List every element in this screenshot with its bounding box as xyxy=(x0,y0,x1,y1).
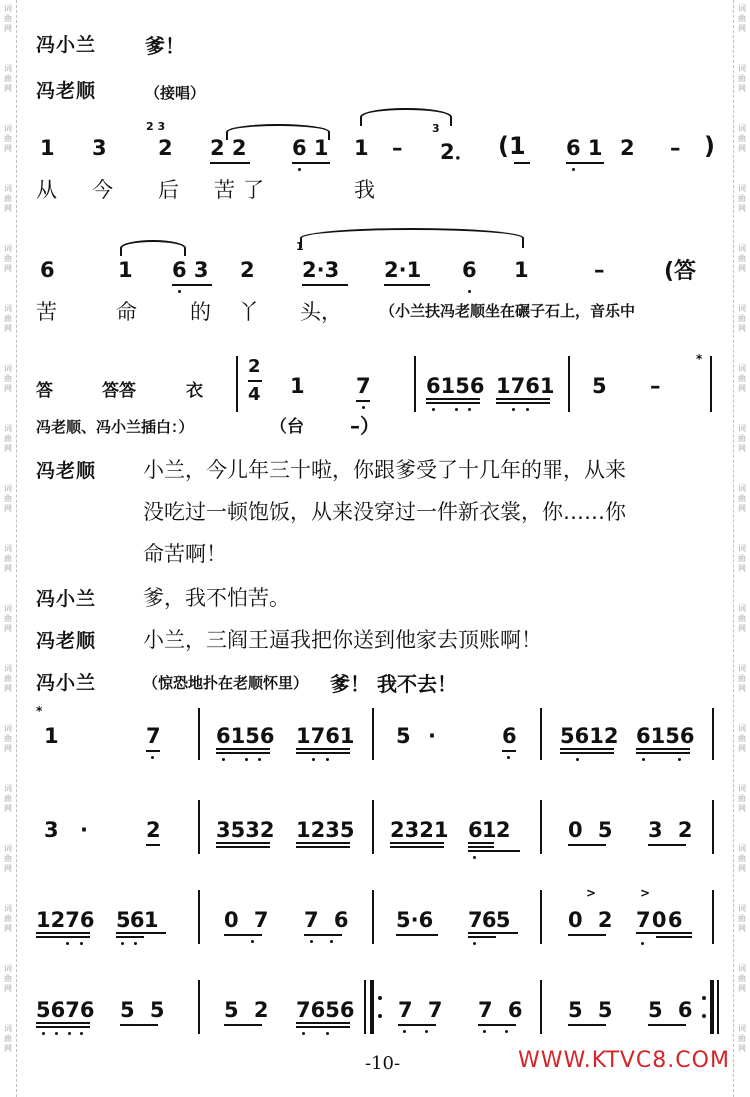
underline xyxy=(36,932,90,934)
watermark-text: 词 曲 网 xyxy=(738,904,746,933)
bar-line xyxy=(198,980,200,1034)
note: 2 xyxy=(240,258,255,282)
underline xyxy=(296,752,350,754)
underline xyxy=(216,842,270,844)
dialogue-text: 没吃过一顿饱饭，从来没穿过一件新衣裳，你……你 xyxy=(143,500,626,524)
dot xyxy=(505,1030,508,1033)
watermark-text: 词 曲 网 xyxy=(4,64,12,93)
note: 7 0 6 xyxy=(636,908,680,932)
underline xyxy=(496,398,550,400)
note: 6 1 2 xyxy=(468,818,507,842)
note: 答答 xyxy=(102,381,136,401)
underline xyxy=(426,402,480,404)
underline xyxy=(390,846,444,848)
note: 6 3 xyxy=(172,258,209,282)
watermark-text: 词 曲 网 xyxy=(4,964,12,993)
note: 2·3 xyxy=(302,258,340,282)
dialogue-text: 爹！ 我不去！ xyxy=(330,672,457,696)
dot xyxy=(576,758,579,761)
underline xyxy=(568,844,606,846)
note: 1 xyxy=(354,136,369,160)
bar-line xyxy=(540,980,542,1034)
watermark-text: 词 曲 网 xyxy=(738,964,746,993)
bar-line xyxy=(717,980,719,1034)
underline xyxy=(302,284,348,286)
grace-note: 3 xyxy=(432,122,440,135)
bar-line xyxy=(198,800,200,854)
underline xyxy=(120,1024,158,1026)
note: 答 xyxy=(36,381,53,401)
watermark-text: 词 曲 网 xyxy=(738,784,746,813)
speaker-label: 冯老顺 xyxy=(36,460,97,482)
dot xyxy=(512,408,515,411)
dialogue-text: 小兰，今儿年三十啦，你跟爹受了十几年的罪，从来 xyxy=(143,458,626,482)
underline xyxy=(172,284,212,286)
dot-note: · xyxy=(80,818,88,842)
stage-note: （接唱） xyxy=(145,84,206,102)
note: 5 2 xyxy=(224,998,273,1022)
repeat-mark: * xyxy=(696,352,703,366)
note: 衣 xyxy=(186,381,203,401)
underline xyxy=(36,936,90,938)
dot xyxy=(642,758,645,761)
note: 3 2 xyxy=(648,818,697,842)
repeat-dot xyxy=(378,996,382,1000)
watermark-text: 词 曲 网 xyxy=(4,484,12,513)
note: 6156 xyxy=(636,724,695,748)
note: 5 6 1 xyxy=(116,908,155,932)
note: 7 6 5 xyxy=(468,908,507,932)
dot xyxy=(455,408,458,411)
note: 5676 xyxy=(36,998,95,1022)
note: 2 2 xyxy=(210,136,247,160)
note: 3 xyxy=(44,818,59,842)
watermark-text: 词 曲 网 xyxy=(738,724,746,753)
note: 2 xyxy=(158,136,173,160)
underline xyxy=(146,750,160,752)
underline xyxy=(566,162,604,164)
site-watermark: WWW.KTVC8.COM xyxy=(518,1048,730,1073)
lyric: 头， xyxy=(300,300,342,324)
underline xyxy=(116,936,144,938)
dot xyxy=(326,1032,329,1035)
lyric: 苦 xyxy=(36,300,57,324)
lyric: 苦了 xyxy=(214,178,272,202)
watermark-text: 词 曲 网 xyxy=(4,544,12,573)
watermark-text: 词 曲 网 xyxy=(738,544,746,573)
underline xyxy=(248,380,262,382)
note: 2·1 xyxy=(384,258,422,282)
underline xyxy=(656,936,692,938)
dot xyxy=(362,406,365,409)
note: 0 2 xyxy=(568,908,617,932)
dot xyxy=(526,408,529,411)
underline xyxy=(304,934,342,936)
underline xyxy=(116,932,166,934)
bar-line xyxy=(236,356,238,412)
dot xyxy=(178,290,181,293)
note: 1235 xyxy=(296,818,355,842)
bar-line xyxy=(198,890,200,944)
underline xyxy=(636,932,692,934)
watermark-text: 词 曲 网 xyxy=(4,184,12,213)
grace-note: 1 xyxy=(296,240,304,253)
watermark-text: 词 曲 网 xyxy=(738,184,746,213)
underline xyxy=(224,1024,262,1026)
dot xyxy=(507,756,510,759)
watermark-text: 词 曲 网 xyxy=(4,244,12,273)
note: 0 5 xyxy=(568,818,617,842)
watermark-text: 词 曲 网 xyxy=(738,844,746,873)
speaker-label: 冯小兰 xyxy=(36,588,97,610)
underline xyxy=(468,850,520,852)
lyric: 命 xyxy=(116,300,137,324)
watermark-text: 词 曲 网 xyxy=(4,604,12,633)
underline xyxy=(216,748,270,750)
underline xyxy=(296,748,350,750)
watermark-text: 词 曲 网 xyxy=(4,844,12,873)
dot xyxy=(42,1032,45,1035)
lyric: 我 xyxy=(354,178,375,202)
note: 2． xyxy=(440,140,476,164)
note: 6 xyxy=(462,258,477,282)
repeat-dot xyxy=(702,996,706,1000)
underline xyxy=(36,1022,90,1024)
watermark-text: 词 曲 网 xyxy=(4,4,12,33)
watermark-text: 词 曲 网 xyxy=(4,784,12,813)
stage-note: –） xyxy=(350,414,380,438)
underline xyxy=(426,398,480,400)
speaker-label: 冯小兰 xyxy=(36,34,97,56)
watermark-text: 词 曲 网 xyxy=(738,244,746,273)
dot xyxy=(80,942,83,945)
dot xyxy=(326,758,329,761)
note: 5 6 xyxy=(648,998,697,1022)
dot xyxy=(80,1032,83,1035)
note: 2321 xyxy=(390,818,449,842)
note: 6 1 xyxy=(566,136,603,160)
watermark-text: 词 曲 网 xyxy=(4,904,12,933)
watermark-text: 词 曲 网 xyxy=(738,304,746,333)
dot xyxy=(298,168,301,171)
underline xyxy=(468,842,494,844)
note: 6 1 xyxy=(292,136,329,160)
accent-mark: > xyxy=(586,886,597,900)
dot xyxy=(258,758,261,761)
lyric: 今 xyxy=(92,178,113,202)
dot xyxy=(678,758,681,761)
slur xyxy=(120,240,186,256)
page-number: -10- xyxy=(365,1053,401,1074)
underline xyxy=(146,844,160,846)
watermark-text: 词 曲 网 xyxy=(4,364,12,393)
dot xyxy=(66,942,69,945)
time-signature-top: 2 xyxy=(248,356,261,377)
watermark-text: 词 曲 网 xyxy=(4,424,12,453)
dot xyxy=(473,856,476,859)
note: 6156 xyxy=(216,724,275,748)
underline xyxy=(396,934,438,936)
underline xyxy=(210,162,250,164)
underline xyxy=(648,1024,686,1026)
note: 5612 xyxy=(560,724,619,748)
stage-note: 冯老顺、冯小兰插白：） xyxy=(36,418,194,436)
note: (1 xyxy=(498,132,526,160)
dot xyxy=(403,1030,406,1033)
dot xyxy=(572,168,575,171)
note: 7 7 xyxy=(398,998,447,1022)
bar-line xyxy=(712,708,714,760)
stage-note: （台 xyxy=(270,417,304,437)
watermark-text: 词 曲 网 xyxy=(738,4,746,33)
dot xyxy=(134,942,137,945)
dot xyxy=(222,758,225,761)
bar-line xyxy=(364,980,366,1034)
dot xyxy=(425,1030,428,1033)
underline xyxy=(296,1022,350,1024)
speaker-label: 冯小兰 xyxy=(36,672,97,694)
note: 5 5 xyxy=(120,998,169,1022)
underline xyxy=(496,402,550,404)
bar-line xyxy=(198,708,200,760)
bar-line xyxy=(540,800,542,854)
note: 2 xyxy=(620,136,635,160)
dash: – xyxy=(392,136,403,160)
accent-mark: > xyxy=(640,886,651,900)
dot xyxy=(468,290,471,293)
dot xyxy=(330,940,333,943)
speaker-label: 冯老顺 xyxy=(36,630,97,652)
bar-line xyxy=(540,890,542,944)
note: 0 7 xyxy=(224,908,273,932)
dialogue-text: 爹，我不怕苦。 xyxy=(143,586,290,610)
dialogue-text: 命苦啊！ xyxy=(143,542,227,566)
lyric: 从 xyxy=(36,178,57,202)
note: 7656 xyxy=(296,998,355,1022)
dot xyxy=(483,1030,486,1033)
note: 5 5 xyxy=(568,998,617,1022)
note: 7 6 xyxy=(478,998,527,1022)
dot xyxy=(641,942,644,945)
dot xyxy=(473,942,476,945)
repeat-bar xyxy=(710,980,714,1034)
note: 3 xyxy=(92,136,107,160)
note: 7 6 xyxy=(304,908,353,932)
underline xyxy=(636,752,690,754)
stage-note: （小兰扶冯老顺坐在碾子石上，音乐中 xyxy=(380,302,636,320)
note: 6156 xyxy=(426,374,485,398)
underline xyxy=(568,934,606,936)
underline xyxy=(560,752,614,754)
repeat-dot xyxy=(702,1014,706,1018)
note: 6 xyxy=(40,258,55,282)
note: 5·6 xyxy=(396,908,434,932)
note: 6 xyxy=(502,724,517,748)
watermark-text: 词 曲 网 xyxy=(738,664,746,693)
grace-note: 2 3 xyxy=(146,120,166,133)
dash: – xyxy=(670,136,681,160)
note: 1 xyxy=(40,136,55,160)
watermark-text: 词 曲 网 xyxy=(4,124,12,153)
dot xyxy=(121,942,124,945)
bar-line xyxy=(372,800,374,854)
dot xyxy=(468,408,471,411)
note: 1 xyxy=(118,258,133,282)
note: 5 xyxy=(592,374,607,398)
note: 7 xyxy=(356,374,371,398)
dot xyxy=(251,940,254,943)
dot xyxy=(432,408,435,411)
underline xyxy=(560,748,614,750)
dialogue-text: 小兰，三阎王逼我把你送到他家去顶账啊！ xyxy=(143,628,542,652)
time-signature-bottom: 4 xyxy=(248,384,261,405)
underline xyxy=(636,748,690,750)
stage-note: （惊恐地扑在老顺怀里） xyxy=(143,674,309,692)
underline xyxy=(390,842,444,844)
repeat-dot xyxy=(378,1014,382,1018)
underline xyxy=(514,162,530,164)
underline xyxy=(296,1026,350,1028)
note: 1 xyxy=(290,374,305,398)
bar-line xyxy=(712,800,714,854)
note: 1 xyxy=(514,258,529,282)
underline xyxy=(468,932,518,934)
speaker-label: 冯老顺 xyxy=(36,80,97,102)
note: 2 xyxy=(146,818,161,842)
underline xyxy=(296,846,350,848)
note: 1276 xyxy=(36,908,95,932)
underline xyxy=(468,846,494,848)
dialogue-text: 爹！ xyxy=(145,34,185,58)
underline xyxy=(216,752,270,754)
watermark-text: 词 曲 网 xyxy=(4,1024,12,1053)
dot xyxy=(245,758,248,761)
dash: – xyxy=(650,374,661,398)
underline xyxy=(384,284,430,286)
note: 5 xyxy=(396,724,411,748)
slur xyxy=(300,228,524,248)
underline xyxy=(224,934,262,936)
underline xyxy=(398,1024,436,1026)
underline xyxy=(292,162,330,164)
dot xyxy=(310,940,313,943)
bar-line xyxy=(414,356,416,412)
dash: – xyxy=(594,258,605,282)
note: 7 xyxy=(146,724,161,748)
dot xyxy=(68,1032,71,1035)
watermark-text: 词 曲 网 xyxy=(738,604,746,633)
note: 3532 xyxy=(216,818,275,842)
note: 1761 xyxy=(296,724,355,748)
watermark-text: 词 曲 网 xyxy=(738,424,746,453)
lyric: 丫 xyxy=(238,300,259,324)
watermark-text: 词 曲 网 xyxy=(4,724,12,753)
dot xyxy=(312,758,315,761)
dot xyxy=(151,756,154,759)
note: 1 xyxy=(44,724,59,748)
bar-line xyxy=(540,708,542,760)
underline xyxy=(356,400,370,402)
underline xyxy=(36,1026,90,1028)
dot xyxy=(302,1032,305,1035)
bar-line xyxy=(712,890,714,944)
underline xyxy=(468,936,496,938)
watermark-text: 词 曲 网 xyxy=(4,664,12,693)
underline xyxy=(478,1024,516,1026)
watermark-text: 词 曲 网 xyxy=(4,304,12,333)
watermark-text: 词 曲 网 xyxy=(738,1024,746,1053)
underline xyxy=(648,844,686,846)
underline xyxy=(568,1024,606,1026)
bar-line xyxy=(568,356,570,412)
bar-line xyxy=(372,890,374,944)
dot xyxy=(55,1032,58,1035)
underline xyxy=(296,842,350,844)
watermark-text: 词 曲 网 xyxy=(738,484,746,513)
watermark-text: 词 曲 网 xyxy=(738,364,746,393)
bar-line xyxy=(710,356,712,412)
lyric: 的 xyxy=(190,300,211,324)
repeat-bar xyxy=(370,980,374,1034)
dot-note: · xyxy=(428,724,436,748)
note: (答 xyxy=(664,259,697,284)
note: ) xyxy=(704,132,715,160)
watermark-text: 词 曲 网 xyxy=(738,64,746,93)
underline xyxy=(216,846,270,848)
lyric: 后 xyxy=(158,178,179,202)
underline xyxy=(502,750,516,752)
repeat-mark: * xyxy=(36,704,43,718)
watermark-text: 词 曲 网 xyxy=(738,124,746,153)
note: 1761 xyxy=(496,374,555,398)
bar-line xyxy=(372,708,374,760)
